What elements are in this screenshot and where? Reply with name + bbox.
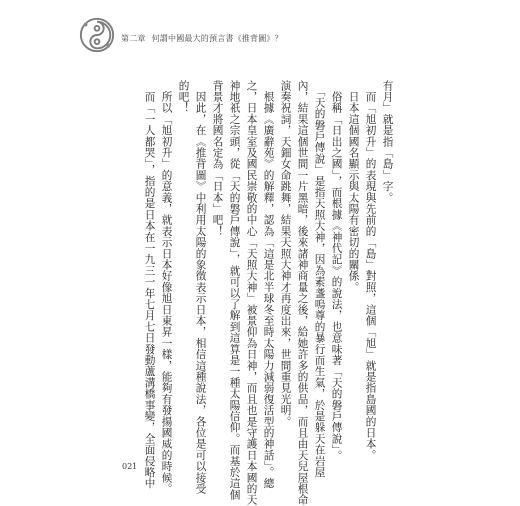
- text-column: 日本這個國名顯示與太陽有密切的關係。: [347, 80, 360, 293]
- page-number: 021: [122, 462, 138, 471]
- text-column: 內，結果這個世間一片黑暗，後來諸神商量之後，給她許多的供品，而且由天兒屋根命: [296, 80, 309, 506]
- text-column: 背景才將國名定為「日本」吧！: [211, 80, 224, 237]
- text-column: 有月」就是指「島」字。: [381, 80, 394, 204]
- text-column: 神地祇之宗頭，從「天的磐戶傳說」，就可以了解到這算是一種太陽信仰。而基於這個: [228, 80, 241, 501]
- text-column: 的吧！: [177, 80, 190, 114]
- text-column: 演奏祝詞，天鈿女命跳舞，結果天照大神才再度出來，世間重見光明。: [279, 80, 292, 428]
- text-column: 而「一人都哭」，指的是日本在一九三一年七月七日發動蘆溝橋事變，全面侵略中: [143, 80, 156, 490]
- chapter-label: 第二章: [121, 34, 146, 43]
- text-column: 俗稱「日出之國」，而根據《神代記》的說法，也意味著「天的磐戶傳說」。: [330, 80, 343, 462]
- text-column: 因此，在《推背圖》中利用太陽的象徵表示日本，相信這種說法，各位是可以接受: [194, 80, 207, 495]
- text-column: 根據《廣辭苑》的解釋，認為「這是北半球冬至時太陽力減弱復活型的神話」。總: [262, 80, 275, 490]
- text-column: 而「旭初升」的表現與先前的「島」對照，這個「旭」就是指島國的日本。: [364, 80, 377, 461]
- text-column: 「天的磐戶傳說」是指天照大神，因為素盞嗚尊的暴行而生氣，於是躲天在岩屋: [313, 80, 326, 478]
- text-column: 之，日本皇室及國民崇敬的中心「天照大神」被景仰為日神，而且也是守護日本國的天: [245, 80, 258, 506]
- chapter-title: 何謂中國最大的預言書《推背圖》？: [151, 34, 283, 43]
- text-column: 所以「旭初升」的意義，就表示日本好像旭日東昇一樣，能夠有發揚國威的時候。: [160, 80, 173, 495]
